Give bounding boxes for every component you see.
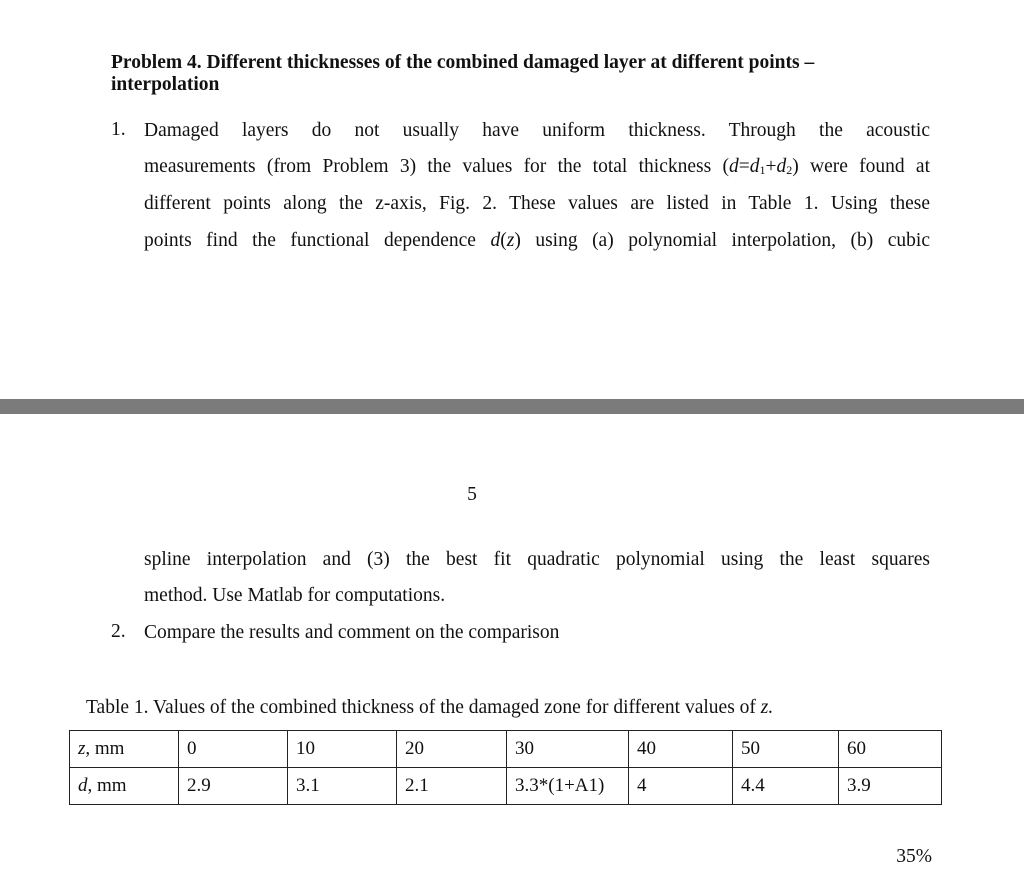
thickness-formula: $(d=d_1+d_2)$	[722, 156, 799, 177]
problem-title-line-1: Problem 4. Different thicknesses of the combined damaged layer at different points –	[111, 52, 815, 73]
paragraph-line	[144, 229, 930, 253]
list-item-number-1: 1.	[111, 119, 126, 140]
table-caption-text: Table 1. Values of the combined thickness of the damaged zone for different values of	[86, 697, 756, 718]
row-label-d: d, mm	[70, 768, 179, 805]
table-row-z	[70, 731, 942, 768]
page-break-divider	[0, 399, 1024, 414]
table-cell: 2.9	[179, 768, 288, 805]
table-cell: 60	[839, 731, 942, 768]
table-cell: 40	[629, 731, 733, 768]
data-table	[69, 730, 942, 805]
paragraph-text: points find the functional dependence	[144, 230, 476, 251]
paragraph-text: were found at	[810, 156, 931, 177]
paragraph-text: measurements (from Problem 3) the values for the total thickness	[144, 156, 712, 177]
dz-formula: d(z)	[490, 230, 521, 251]
table-caption	[86, 696, 773, 720]
zoom-level: 35%	[896, 846, 932, 867]
table-cell: 0	[179, 731, 288, 768]
paragraph-line: spline interpolation and (3) the best fit quadratic polynomial using the least squares	[144, 549, 930, 570]
table-cell: 10	[288, 731, 397, 768]
paragraph-line: method. Use Matlab for computations.	[144, 585, 446, 606]
table-cell: 50	[733, 731, 839, 768]
table-cell: 30	[507, 731, 629, 768]
table-cell: 3.9	[839, 768, 942, 805]
problem-title-line-2: interpolation	[111, 74, 220, 95]
table-row-d	[70, 768, 942, 805]
table-cell: 3.3*(1+A1)	[507, 768, 629, 805]
table-caption-var: z.	[760, 697, 774, 718]
page-number: 5	[467, 484, 477, 505]
list-item-number-2: 2.	[111, 621, 126, 642]
paragraph-line: Damaged layers do not usually have uniform thickness. Through the acoustic	[144, 120, 930, 141]
paragraph-text: using (a) polynomial interpolation, (b) cubic	[535, 230, 930, 251]
paragraph-line	[144, 155, 930, 182]
table-cell: 4.4	[733, 768, 839, 805]
row-label-z: z, mm	[70, 731, 179, 768]
problem-title	[111, 52, 941, 96]
table-cell: 20	[397, 731, 507, 768]
table-cell: 4	[629, 768, 733, 805]
table-cell: 2.1	[397, 768, 507, 805]
paragraph-line: different points along the z-axis, Fig. 2. These values are listed in Table 1. Using these	[144, 193, 930, 214]
table-cell: 3.1	[288, 768, 397, 805]
paragraph-line: Compare the results and comment on the comparison	[144, 622, 560, 643]
